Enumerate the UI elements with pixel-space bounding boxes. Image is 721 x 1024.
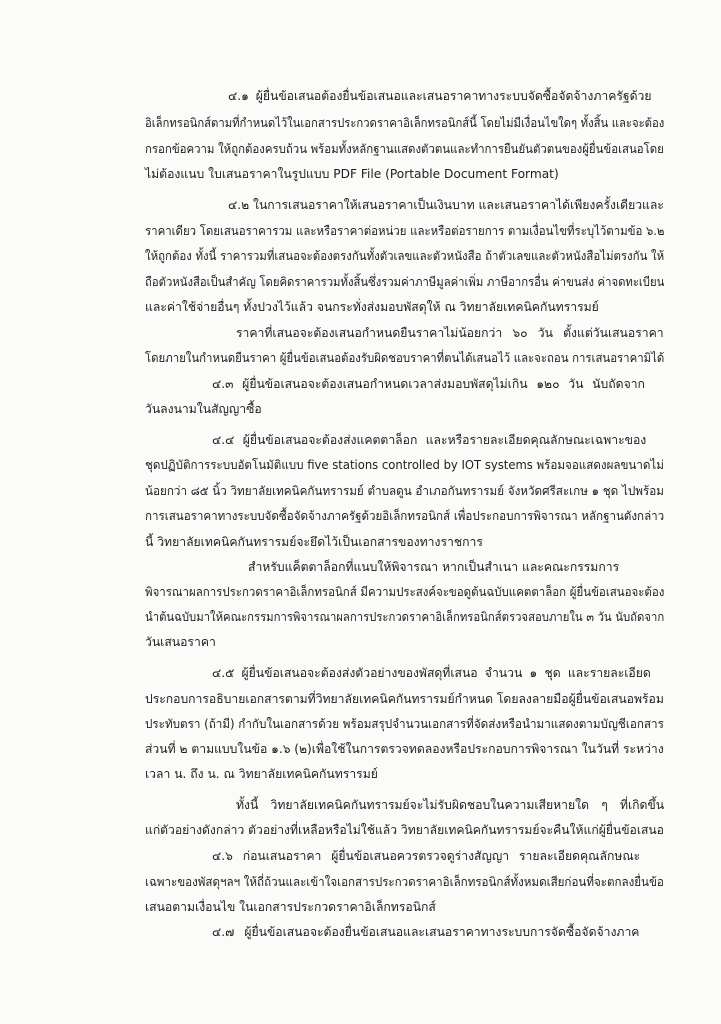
line-4-4-g: พิจารณาผลการประกวดราคาอิเล็กทรอนิกส์ มีความประสงค์จะขอดูต้นฉบับแคตตาล็อก ผู้ยื่นข้อเสนอจะต้อง	[145, 585, 665, 599]
line-4-4-heading: ๔.๔ ผู้ยื่นข้อเสนอจะต้องส่งแคตตาล็อก และหรือรายละเอียดคุณลักษณะเฉพาะของ	[212, 433, 647, 447]
line-4-6-b: เฉพาะของพัสดุฯลฯ ให้ถี่ถ้วนและเข้าใจเอกสารประกวดราคาอิเล็กทรอนิกส์ทั้งหมดเสียก่อนที่จะตกลงยื่นข้อ	[145, 875, 664, 889]
line-4-2-b: ราคาเดียว โดยเสนอราคารวม และหรือราคาต่อหน่วย และหรือต่อรายการ ตามเงื่อนไขที่ระบุไว้ตามข้อ ๖.๒	[145, 224, 665, 238]
line-4-6-c: เสนอตามเงื่อนไข ในเอกสารประกวดราคาอิเล็กทรอนิกส์	[145, 900, 436, 914]
line-4-5-c: ประทับตรา (ถ้ามี) กำกับในเอกสารด้วย พร้อมสรุปจำนวนเอกสารที่จัดส่งหรือนำมาแสดงตามบัญชีเอกสาร	[145, 717, 664, 731]
line-4-7-heading: ๔.๗ ผู้ยื่นข้อเสนอจะต้องยื่นข้อเสนอและเสนอราคาทางระบบการจัดซื้อจัดจ้างภาค	[212, 925, 640, 939]
line-4-6-heading: ๔.๖ ก่อนเสนอราคา ผู้ยื่นข้อเสนอควรตรวจดูร่างสัญญา รายละเอียดคุณลักษณะ	[212, 849, 641, 863]
line-4-4-f: สำหรับแค็ตตาล็อกที่แนบให้พิจารณา หากเป็นสำเนา และคณะกรรมการ	[248, 560, 620, 574]
line-4-1-heading: ๔.๑ ผู้ยื่นข้อเสนอต้องยื่นข้อเสนอและเสนอราคาทางระบบจัดซื้อจัดจ้างภาครัฐด้วย	[228, 89, 652, 103]
line-4-1-d: ไม่ต้องแนบ ใบเสนอราคาในรูปแบบ PDF File (Portable Document Format)	[145, 167, 559, 181]
line-4-5-b: ประกอบการอธิบายเอกสารตามที่วิทยาลัยเทคนิคกันทรารมย์กำหนด โดยลงลายมือผู้ยื่นข้อเสนอพร้อม	[145, 692, 664, 706]
line-4-2-g: โดยภายในกำหนดยืนราคา ผู้ยื่นข้อเสนอต้องรับผิดชอบราคาที่ตนได้เสนอไว้ และจะถอน การเสนอราคามิได้	[145, 351, 665, 365]
line-4-4-c: น้อยกว่า ๘๕ นิ้ว วิทยาลัยเทคนิคกันทรารมย์ ตำบลดูน อำเภอกันทรารมย์ จังหวัดศรีสะเกษ ๑ ชุด ไปพร้อม	[145, 484, 664, 498]
line-4-5-d: ส่วนที่ ๒ ตามแบบในข้อ ๑.๖ (๒)เพื่อใช้ในการตรวจทดลองหรือประกอบการพิจารณา ในวันที่ ระหว่าง	[145, 742, 664, 756]
line-4-5-f: ทั้งนี้ วิทยาลัยเทคนิคกันทรารมย์จะไม่รับผิดชอบในความเสียหายใด ๆ ที่เกิดขึ้น	[236, 798, 665, 812]
line-4-2-f: ราคาที่เสนอจะต้องเสนอกำหนดยืนราคาไม่น้อยกว่า ๖๐ วัน ตั้งแต่วันเสนอราคา	[236, 326, 664, 340]
line-4-4-e: นี้ วิทยาลัยเทคนิคกันทรารมย์จะยึดไว้เป็นเอกสารของทางราชการ	[145, 535, 483, 549]
line-4-4-d: การเสนอราคาทางระบบจัดซื้อจัดจ้างภาครัฐด้วยอิเล็กทรอนิกส์ เพื่อประกอบการพิจารณา หลักฐานดังกล่าว	[145, 509, 665, 523]
line-4-3-b: วันลงนามในสัญญาซื้อ	[145, 402, 262, 416]
line-4-5-g: แก่ตัวอย่างดังกล่าว ตัวอย่างที่เหลือหรือไม่ใช้แล้ว วิทยาลัยเทคนิคกันทรารมย์จะคืนให้แก่ผู้ยื่นข้อเสนอ	[145, 823, 664, 837]
line-4-1-c: กรอกข้อความ ให้ถูกต้องครบถ้วน พร้อมทั้งหลักฐานแสดงตัวตนและทำการยืนยันตัวตนของผู้ยื่นข้อเสนอโดย	[145, 142, 664, 156]
line-4-4-h: นำต้นฉบับมาให้คณะกรรมการพิจารณาผลการประกวดราคาอิเล็กทรอนิกส์ตรวจสอบภายใน ๓ วัน นับถัดจาก	[145, 610, 665, 624]
line-4-1-b: อิเล็กทรอนิกส์ตามที่กำหนดไว้ในเอกสารประกวดราคาอิเล็กทรอนิกส์นี้ โดยไม่มีเงื่อนไขใดๆ ทั้งสิ้น และจะต้อง	[145, 116, 665, 130]
line-4-4-i: วันเสนอราคา	[145, 635, 216, 649]
line-4-5-heading: ๔.๕ ผู้ยื่นข้อเสนอจะต้องส่งตัวอย่างของพัสดุที่เสนอ จำนวน ๑ ชุด และรายละเอียด	[212, 666, 651, 680]
line-4-5-e: เวลา น. ถึง น. ณ วิทยาลัยเทคนิคกันทรารมย์	[145, 767, 378, 781]
line-4-2-e: และค่าใช้จ่ายอื่นๆ ทั้งปวงไว้แล้ว จนกระทั่งส่งมอบพัสดุให้ ณ วิทยาลัยเทคนิคกันทรารมย์	[145, 300, 599, 314]
line-4-2-d: ถือตัวหนังสือเป็นสำคัญ โดยคิดราคารวมทั้งสิ้นซึ่งรวมค่าภาษีมูลค่าเพิ่ม ภาษีอากรอื่น ค่าขนส่ง ค่าจดทะเบียน	[145, 275, 665, 289]
line-4-3-heading: ๔.๓ ผู้ยื่นข้อเสนอจะต้องเสนอกำหนดเวลาส่งมอบพัสดุไม่เกิน ๑๒๐ วัน นับถัดจาก	[212, 377, 645, 391]
line-4-4-b: ชุดปฏิบัติการระบบอัตโนมัติแบบ five stations controlled by IOT systems พร้อมจอแสดงผลขนาดไม่	[145, 458, 664, 472]
line-4-2-c: ให้ถูกต้อง ทั้งนี้ ราคารวมที่เสนอจะต้องตรงกันทั้งตัวเลขและตัวหนังสือ ถ้าตัวเลขและตัวหนังสือไม่ตรงกัน ให้	[145, 249, 665, 263]
line-4-2-heading: ๔.๒ ในการเสนอราคาให้เสนอราคาเป็นเงินบาท และเสนอราคาได้เพียงครั้งเดียวและ	[228, 198, 664, 212]
